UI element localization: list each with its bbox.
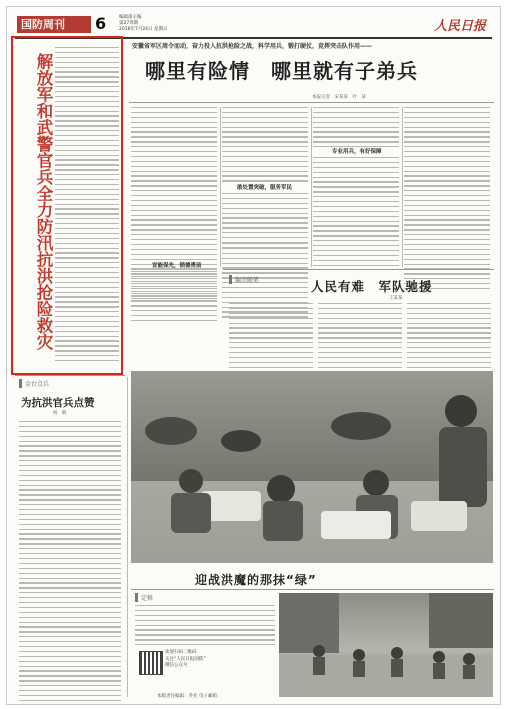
qr-promo-text [165, 650, 206, 670]
editor-credit: 本版责任编辑：乔亚 [157, 694, 198, 699]
main-byline: 本报记者 宋某某 叶 某 [312, 95, 366, 100]
main-body-col-2 [222, 107, 308, 185]
left-story-body [19, 421, 121, 705]
main-headline: 哪里有险情 哪里就有子弟兵 [145, 59, 418, 83]
newspaper-page [6, 6, 501, 705]
main-body-col-4 [404, 107, 490, 293]
soldiers-illustration [131, 371, 493, 563]
qr-line: 微信公众号 [165, 663, 188, 668]
left-story-byline: 杨 帆 [53, 411, 67, 416]
column-divider [311, 107, 312, 267]
second-story-byline: 王某某 [389, 296, 403, 301]
main-subhead: 敢处置突破，服务军民 [237, 185, 293, 191]
second-body-col-2 [318, 303, 402, 371]
lead-vertical-title: 解放军和武警官兵全力防汛抗洪抢险救灾 [34, 53, 53, 350]
qr-line: 关注“人民日报国防” [165, 656, 206, 662]
flood-rescue-photo [131, 371, 493, 563]
section-label: 金台点兵 [19, 379, 49, 388]
page-number: 6 [95, 14, 107, 33]
main-kicker: 安徽省军区周令而动，奋力投入抗洪抢险之战，科学用兵，锻打硬仗，竞挥突击队作用—— [132, 43, 373, 50]
column-divider [402, 107, 403, 267]
divider [223, 269, 494, 270]
main-body-col-1b [131, 271, 217, 325]
left-story-title: 为抗洪官兵点赞 [21, 397, 95, 409]
issue-meta-line: 第27周期 [119, 21, 139, 26]
issue-meta-line: 编辑部主编 [119, 15, 142, 20]
issue-meta [119, 15, 167, 33]
masthead-logo: 人民日报 [433, 19, 486, 34]
qr-code[interactable] [139, 651, 163, 675]
email-label: 电子邮箱： [198, 694, 222, 699]
divider [15, 375, 125, 376]
second-body-col-3 [407, 303, 491, 371]
column-divider [220, 107, 221, 267]
divider [129, 102, 494, 103]
column-divider [127, 377, 128, 697]
divider [131, 589, 494, 590]
photo-caption: 迎战洪魔的那抹“绿” [195, 573, 317, 587]
main-subhead: 专业用兵，有好保障 [332, 149, 382, 155]
issue-meta-line: 2016年7月24日 星期日 [119, 27, 168, 32]
qr-line: 欢迎扫码二维码 [165, 650, 197, 655]
section-label: 定格 [135, 593, 153, 602]
page-footer [157, 693, 221, 699]
lead-body-text [55, 47, 119, 365]
main-body-col-3 [313, 107, 399, 151]
second-story-title: 人民有难 军队驰援 [311, 279, 433, 294]
main-body-col-3b [313, 157, 399, 269]
section-label: 编余随笔 [229, 275, 259, 284]
bottom-photo-caption-text [135, 605, 275, 649]
second-body-col-1 [229, 303, 313, 371]
main-subhead: 宣能保先，锁德勇前 [152, 263, 202, 269]
flood-street-photo [279, 593, 493, 697]
flood-street-illustration [279, 593, 493, 697]
section-tag: 国防周刊 [17, 16, 91, 33]
